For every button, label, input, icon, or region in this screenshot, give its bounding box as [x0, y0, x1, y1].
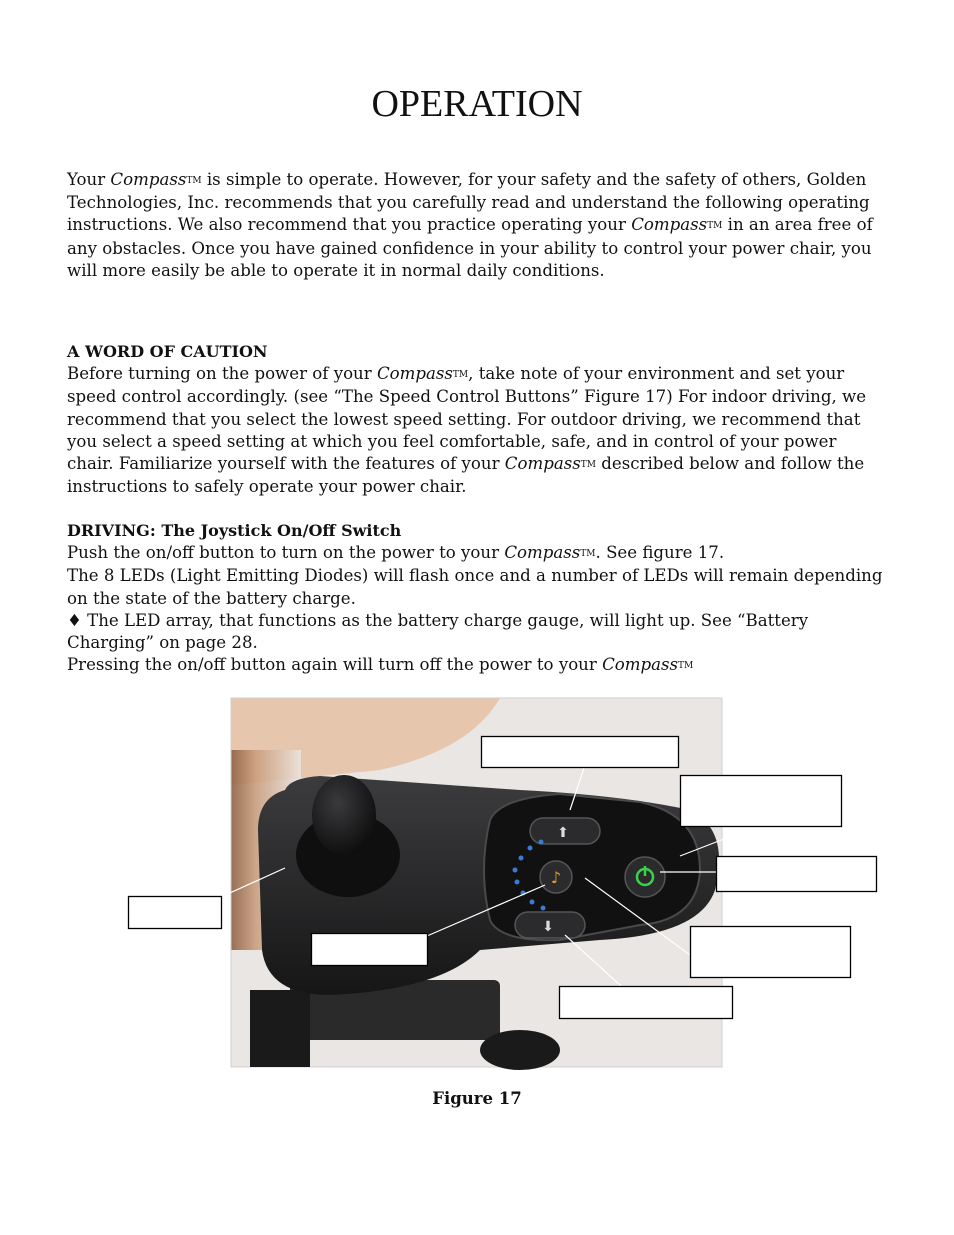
joystick-knob [312, 775, 376, 855]
power-button [625, 857, 665, 897]
callout-box-led-array [681, 776, 842, 827]
callout-box-joystick [129, 897, 222, 929]
driving-line-1: Push the on/off button to turn on the power to your CompassTM. See figure 17. [67, 543, 725, 563]
intro-paragraph: Your CompassTM is simple to operate. However, for your safety and the safety of others, Golden Technologies, Inc. recommends that you carefully read and understand the following operating instructions. We also recommend that you practice operating your CompassTM in an area free of any obstacles. Once you have gained confidence in your ability to control your power chair, you will more easily be able to operate it in normal daily conditions. [67, 170, 873, 280]
rabbit-icon: ⬆ [557, 825, 569, 841]
page-title: OPERATION [371, 83, 583, 125]
figure-caption: Figure 17 [432, 1089, 522, 1108]
callout-box-speed-up [482, 737, 679, 768]
driving-line-4: Pressing the on/off button again will turn off the power to your CompassTM [67, 655, 694, 675]
caution-section [67, 341, 887, 498]
driving-line-3: ♦ The LED array, that functions as the battery charge gauge, will light up. See “Battery Charging” on page 28. [67, 610, 809, 653]
driving-line-2: The 8 LEDs (Light Emitting Diodes) will flash once and a number of LEDs will remain depending on the state of the battery charge. [67, 566, 883, 608]
caution-paragraph: Before turning on the power of your CompassTM, take note of your environment and set your speed control accordingly. (see “The Speed Control Buttons” Figure 17) For indoor driving, we recommend that you select the lowest speed setting. For outdoor driving, we recommend that you select a speed setting at which you feel comfortable, safe, and in control of your power chair. Familiarize yourself with the features of your CompassTM described below and follow the instructions to safely operate your power chair. [67, 364, 867, 497]
callout-box-speed-down [560, 987, 733, 1019]
driving-section [67, 520, 887, 677]
joystick-figure [0, 690, 954, 1090]
callout-box-led-gauge [691, 927, 851, 978]
caution-heading: A WORD OF CAUTION [67, 342, 268, 361]
callout-box-horn [312, 934, 428, 966]
driving-heading: DRIVING: The Joystick On/Off Switch [67, 521, 402, 540]
turtle-icon: ⬇ [542, 919, 554, 935]
horn-icon: ♪ [550, 868, 562, 887]
callout-box-power [717, 857, 877, 892]
